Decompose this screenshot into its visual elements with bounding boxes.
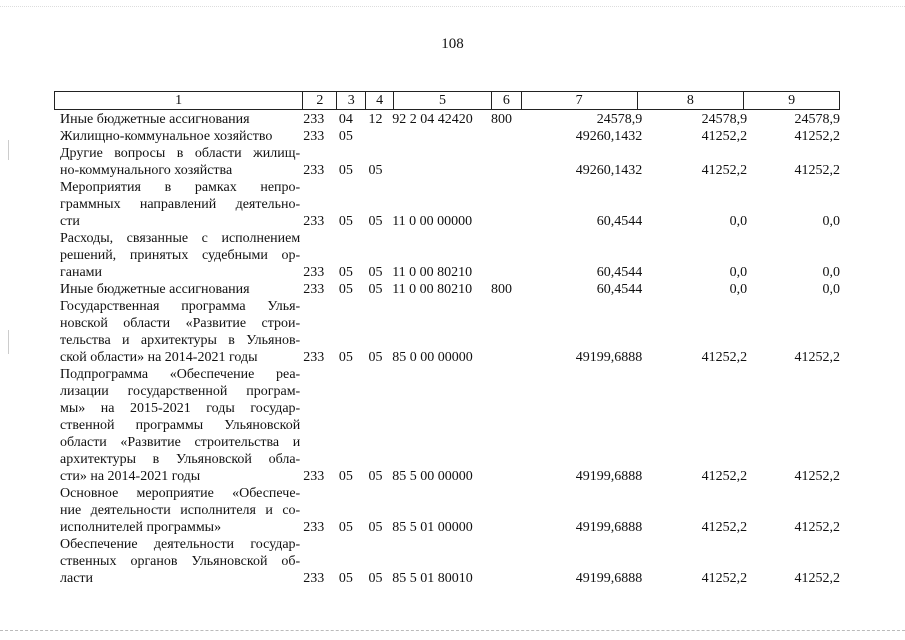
header-cell: 3 <box>337 92 366 109</box>
amount-cell: 41252,2 <box>794 350 840 365</box>
amount-cell: 60,4544 <box>596 265 643 280</box>
table-row <box>60 536 840 587</box>
row-name-line: архитектуры в Ульяновской обла- <box>60 452 301 467</box>
code-target-cell: 85 5 00 00000 <box>392 469 473 484</box>
code-target-cell: 92 2 04 42420 <box>392 112 473 127</box>
row-name-line: новской области «Развитие строи- <box>60 316 301 331</box>
row-name-line: ственных органов Ульяновской об- <box>60 554 301 569</box>
code-ved-cell: 233 <box>303 350 325 365</box>
code-expense-type-cell: 800 <box>491 112 513 127</box>
table-body <box>60 111 840 587</box>
row-name-line: исполнителей программы» <box>60 520 222 535</box>
amount-cell: 41252,2 <box>701 350 748 365</box>
code-target-cell: 85 5 01 00000 <box>392 520 473 535</box>
code-ved-cell: 233 <box>303 520 325 535</box>
row-name-line: Иные бюджетные ассигнования <box>60 112 250 127</box>
row-name-line: ние деятельности исполнителя и со- <box>60 503 301 518</box>
row-name-line: ласти <box>60 571 94 586</box>
page-number: 108 <box>441 36 464 52</box>
code-ved-cell: 233 <box>303 571 325 586</box>
amount-cell: 0,0 <box>822 282 840 297</box>
code-subsection-cell: 05 <box>368 282 383 297</box>
code-ved-cell: 233 <box>303 469 325 484</box>
row-name-cell <box>60 366 300 485</box>
amount-cell: 24578,9 <box>794 112 840 127</box>
row-name-line: области «Развитие строительства и <box>60 435 301 450</box>
scan-edge-bottom <box>0 630 905 633</box>
row-name-line: Основное мероприятие «Обеспече- <box>60 486 301 501</box>
code-ved-cell: 233 <box>303 163 325 178</box>
code-target-cell: 85 5 01 80010 <box>392 571 473 586</box>
header-cell: 5 <box>394 92 492 109</box>
row-name-line: граммных направлений деятельно- <box>60 197 301 212</box>
row-name-line: тельства и архитектуры в Ульянов- <box>60 333 301 348</box>
amount-cell: 49199,6888 <box>575 350 643 365</box>
row-name-line: Иные бюджетные ассигнования <box>60 282 250 297</box>
amount-cell: 49260,1432 <box>575 129 643 144</box>
code-subsection-cell: 12 <box>368 112 383 127</box>
code-target-cell: 11 0 00 80210 <box>392 265 473 280</box>
code-section-cell: 05 <box>338 520 353 535</box>
amount-cell: 0,0 <box>729 265 748 280</box>
row-name-cell <box>60 111 300 128</box>
code-subsection-cell: 05 <box>368 163 383 178</box>
amount-cell: 41252,2 <box>794 520 840 535</box>
amount-cell: 41252,2 <box>794 571 840 586</box>
row-name-line: мы» на 2015-2021 годы государ- <box>60 401 301 416</box>
code-section-cell: 05 <box>338 163 353 178</box>
row-name-line: Мероприятия в рамках непро- <box>60 180 301 195</box>
code-ved-cell: 233 <box>303 282 325 297</box>
amount-cell: 0,0 <box>729 214 748 229</box>
code-section-cell: 05 <box>338 214 353 229</box>
amount-cell: 60,4544 <box>596 282 643 297</box>
code-section-cell: 05 <box>338 265 353 280</box>
amount-cell: 49199,6888 <box>575 571 643 586</box>
row-name-line: Жилищно-коммунальное хозяйство <box>60 129 273 144</box>
scan-mark <box>8 330 9 354</box>
row-name-line: Другие вопросы в области жилищ- <box>60 146 301 161</box>
code-section-cell: 04 <box>338 112 353 127</box>
amount-cell: 41252,2 <box>701 129 748 144</box>
row-name-line: Государственная программа Улья- <box>60 299 301 314</box>
code-subsection-cell: 05 <box>368 571 383 586</box>
amount-cell: 0,0 <box>822 265 840 280</box>
table-row <box>60 128 840 145</box>
code-expense-type-cell: 800 <box>491 282 513 297</box>
header-cell: 7 <box>522 92 638 109</box>
row-name-line: сти» на 2014-2021 годы <box>60 469 201 484</box>
row-name-cell <box>60 485 300 536</box>
code-subsection-cell: 05 <box>368 214 383 229</box>
row-name-line: сти <box>60 214 80 229</box>
table-row <box>60 111 840 128</box>
code-subsection-cell: 05 <box>368 265 383 280</box>
code-target-cell: 11 0 00 80210 <box>392 282 473 297</box>
amount-cell: 41252,2 <box>701 469 748 484</box>
header-cell: 9 <box>788 93 796 108</box>
row-name-cell <box>60 230 300 281</box>
row-name-cell <box>60 536 300 587</box>
code-ved-cell: 233 <box>303 265 325 280</box>
amount-cell: 41252,2 <box>794 129 840 144</box>
header-cell: 8 <box>638 92 745 109</box>
amount-cell: 41252,2 <box>794 163 840 178</box>
code-section-cell: 05 <box>338 571 353 586</box>
row-name-cell <box>60 128 300 145</box>
table-row <box>60 230 840 281</box>
table-row <box>60 281 840 298</box>
row-name-line: ганами <box>60 265 103 280</box>
row-name-line: Расходы, связанные с исполнением <box>60 231 301 246</box>
table-row <box>60 145 840 179</box>
code-subsection-cell: 05 <box>368 520 383 535</box>
row-name-cell <box>60 298 300 366</box>
header-cell: 6 <box>492 92 522 109</box>
amount-cell: 0,0 <box>822 214 840 229</box>
header-cell: 1 <box>55 92 303 109</box>
amount-cell: 49199,6888 <box>575 469 643 484</box>
scan-edge-top <box>0 6 905 8</box>
table-row <box>60 298 840 366</box>
amount-cell: 41252,2 <box>701 571 748 586</box>
code-section-cell: 05 <box>338 350 353 365</box>
table-row <box>60 366 840 485</box>
row-name-cell <box>60 179 300 230</box>
code-subsection-cell: 05 <box>368 469 383 484</box>
amount-cell: 24578,9 <box>596 112 643 127</box>
table-row <box>60 179 840 230</box>
row-name-line: но-коммунального хозяйства <box>60 163 233 178</box>
code-target-cell: 85 0 00 00000 <box>392 350 473 365</box>
code-section-cell: 05 <box>338 469 353 484</box>
table-header-row <box>54 91 840 110</box>
amount-cell: 60,4544 <box>596 214 643 229</box>
amount-cell: 24578,9 <box>701 112 748 127</box>
code-section-cell: 05 <box>338 129 353 144</box>
row-name-line: Подпрограмма «Обеспечение реа- <box>60 367 301 382</box>
code-ved-cell: 233 <box>303 112 325 127</box>
header-cell: 2 <box>303 92 337 109</box>
amount-cell: 41252,2 <box>701 163 748 178</box>
scan-mark <box>8 140 9 160</box>
code-subsection-cell: 05 <box>368 350 383 365</box>
row-name-line: лизации государственной програм- <box>60 384 301 399</box>
amount-cell: 41252,2 <box>701 520 748 535</box>
row-name-line: Обеспечение деятельности государ- <box>60 537 301 552</box>
code-section-cell: 05 <box>338 282 353 297</box>
row-name-cell <box>60 145 300 179</box>
header-cell: 4 <box>366 92 394 109</box>
amount-cell: 41252,2 <box>794 469 840 484</box>
amount-cell: 49260,1432 <box>575 163 643 178</box>
row-name-line: ской области» на 2014-2021 годы <box>60 350 258 365</box>
table-row <box>60 485 840 536</box>
code-target-cell: 11 0 00 00000 <box>392 214 473 229</box>
amount-cell: 0,0 <box>729 282 748 297</box>
code-ved-cell: 233 <box>303 129 325 144</box>
row-name-line: ственной программы Ульяновской <box>60 418 301 433</box>
row-name-line: решений, принятых судебными ор- <box>60 248 301 263</box>
row-name-cell <box>60 281 300 298</box>
amount-cell: 49199,6888 <box>575 520 643 535</box>
code-ved-cell: 233 <box>303 214 325 229</box>
